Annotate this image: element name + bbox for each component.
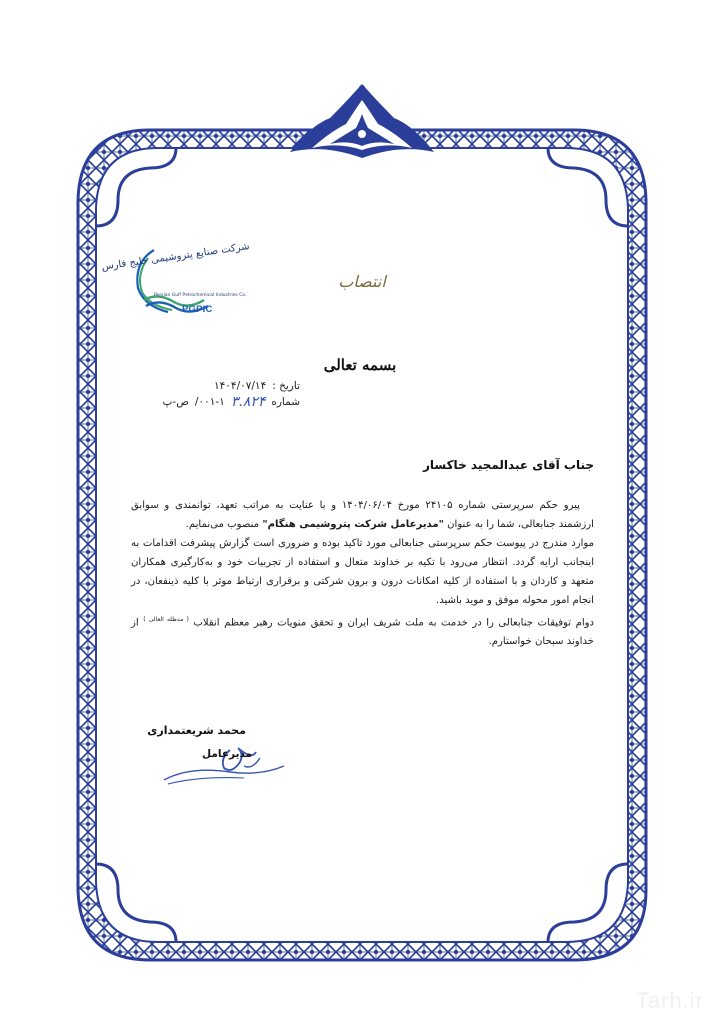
date-label: تاریخ : bbox=[272, 380, 300, 392]
company-logo bbox=[100, 240, 251, 320]
document-title: انتصاب bbox=[338, 272, 386, 291]
paragraph-2: موارد مندرج در پیوست حکم سرپرستی جنابعالی مورد تاکید بوده و ضروری است گزارش پیشرفت اقدامات به اینجانب ارایه گردد. انتظار می‌رود با تکیه بر خداوند متعال و استفاده از تجربیات خود و به‌کارگیری همکاران متعهد و کاردان و با استفاده از کلیه امکانات درون و برون شرکتی و برقراری ارتباط موثر با کلیه ذینفعان، در انجام امور محوله موفق و موید باشید. bbox=[131, 538, 594, 606]
honorific-note: ( مدظله العالی ) bbox=[143, 616, 189, 623]
paragraph-3-text-b: از خداوند سبحان خواستارم. bbox=[131, 617, 594, 648]
handwritten-signature bbox=[160, 736, 290, 792]
letter-body bbox=[131, 496, 594, 651]
date-row bbox=[150, 378, 300, 394]
logo-company-name-fa: شرکت صنایع پتروشیمی خلیج فارس bbox=[100, 241, 251, 273]
paragraph-3 bbox=[131, 610, 594, 651]
recipient-line: جناب آقای عبدالمجید خاکسار bbox=[422, 458, 594, 472]
letter-meta bbox=[150, 378, 300, 410]
paragraph-1-text-b: منصوب می‌نمایم. bbox=[185, 519, 260, 530]
paragraph-1 bbox=[131, 496, 594, 534]
paragraph-1-text-a: پیرو حکم سرپرستی شماره ۲۴۱۰۵ مورخ ۱۴۰۴/۰۶/۰۴ و با عنایت به مراتب تعهد، توانمندی و سوابق ارزشمند جنابعالی، شما را به عنوان bbox=[131, 500, 594, 530]
signer-name: محمد شریعتمداری bbox=[147, 724, 246, 737]
appointment-position: "مدیرعامل شرکت پتروشیمی هنگام" bbox=[262, 519, 444, 530]
number-handwritten: ۳.۸۲۴ bbox=[230, 394, 266, 410]
number-row bbox=[150, 394, 300, 410]
date-value: ۱۴۰۴/۰۷/۱۴ bbox=[214, 380, 267, 392]
number-label: شماره bbox=[271, 396, 300, 408]
number-suffix: ص-پ bbox=[162, 396, 189, 408]
logo-abbreviation: PGPIC bbox=[182, 304, 213, 315]
signer-title: مدیرعامل bbox=[202, 748, 253, 760]
basmala-heading: بسمه تعالی bbox=[323, 356, 397, 374]
logo-company-name-en: Persian Gulf Petrochemical Industries Co. bbox=[154, 293, 247, 298]
paragraph-3-text-a: دوام توفیقات جنابعالی را در خدمت به ملت شریف ایران و تحقق منویات رهبر معظم انقلاب bbox=[193, 617, 594, 629]
number-value: ۰۰۱-۱/ bbox=[194, 396, 225, 408]
watermark: Tarh.ir bbox=[635, 988, 704, 1013]
